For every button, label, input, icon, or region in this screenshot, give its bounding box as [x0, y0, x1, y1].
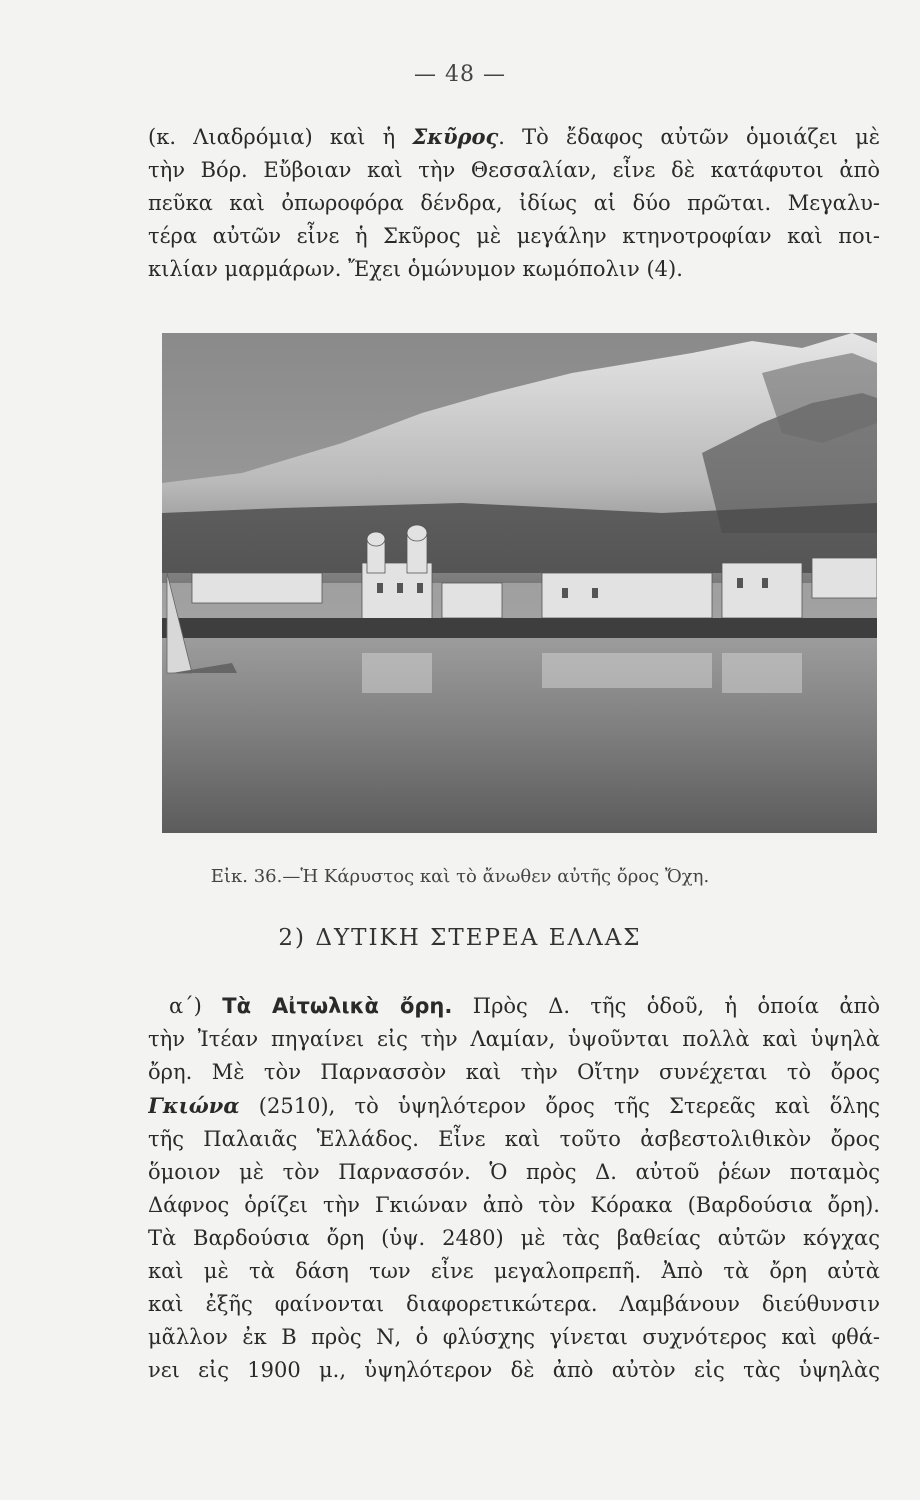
text-line: τέρα αὐτῶν εἶνε ἡ Σκῦρος μὲ μεγάλην κτηνοτροφίαν καὶ ποι-: [148, 224, 880, 248]
text-line: Τὰ Βαρδούσια ὄρη (ὑψ. 2480) μὲ τὰς βαθείας αὐτῶν κόγχας: [148, 1226, 880, 1250]
text-line: α΄) Τὰ Αἰτωλικὰ ὄρη. Πρὸς Δ. τῆς ὁδοῦ, ἡ ὁποία ἀπὸ: [169, 994, 880, 1018]
text-line: Γκιώνα (2510), τὸ ὑψηλότερον ὄρος τῆς Στερεᾶς καὶ ὅλης: [148, 1093, 880, 1118]
figure-caption: Εἰκ. 36.—Ἡ Κάρυστος καὶ τὸ ἄνωθεν αὐτῆς ὄρος Ὄχη.: [210, 866, 710, 887]
emphasis-skyros: Σκῦρος: [412, 124, 499, 149]
paragraph-aetolian-mountains: [148, 990, 880, 1387]
section-heading: 2) ΔΥΤΙΚΗ ΣΤΕΡΕΑ ΕΛΛΑΣ: [278, 925, 642, 951]
text-line: νει εἰς 1900 μ., ὑψηλότερον δὲ ἀπὸ αὐτὸν εἰς τὰς ὑψηλὰς: [148, 1358, 880, 1382]
text-line: ὄρη. Μὲ τὸν Παρνασσὸν καὶ τὴν Οἴτην συνέχεται τὸ ὄρος: [148, 1060, 880, 1084]
subhead-title: Τὰ Αἰτωλικὰ ὄρη.: [222, 994, 453, 1018]
subhead-mark: α΄): [169, 994, 202, 1018]
text-line: καὶ μὲ τὰ δάση των εἶνε μεγαλοπρεπῆ. Ἀπὸ τὰ ὄρη αὐτὰ: [148, 1259, 880, 1283]
text-line: καὶ ἐξῆς φαίνονται διαφορετικώτερα. Λαμβάνουν διεύθυνσιν: [148, 1292, 880, 1316]
text-line: πεῦκα καὶ ὀπωροφόρα δένδρα, ἰδίως αἱ δύο πρῶται. Μεγαλυ-: [148, 191, 880, 215]
text-line: ὅμοιον μὲ τὸν Παρνασσόν. Ὁ πρὸς Δ. αὐτοῦ ῥέων ποταμὸς: [148, 1160, 880, 1184]
text-line: τὴν Βόρ. Εὔβοιαν καὶ τὴν Θεσσαλίαν, εἶνε δὲ κατάφυτοι ἀπὸ: [148, 158, 880, 182]
paragraph-skyros: [148, 120, 880, 286]
landscape-illustration: [162, 333, 877, 833]
photo-karystos-mount-ochi: [162, 333, 877, 833]
text-line: μᾶλλον ἐκ Β πρὸς Ν, ὁ φλύσχης γίνεται συχνότερος καὶ φθά-: [148, 1325, 880, 1349]
text-line: Δάφνος ὁρίζει τὴν Γκιώναν ἀπὸ τὸν Κόρακα (Βαρδούσια ὄρη).: [148, 1193, 880, 1217]
text-line: (κ. Λιαδρόμια) καὶ ἡ Σκῦρος. Τὸ ἔδαφος αὐτῶν ὁμοιάζει μὲ: [148, 124, 880, 149]
text-line: τὴν Ἰτέαν πηγαίνει εἰς τὴν Λαμίαν, ὑψοῦνται πολλὰ καὶ ὑψηλὰ: [148, 1027, 880, 1051]
emphasis-gkiona: Γκιώνα: [148, 1093, 240, 1118]
page-number: — 48 —: [414, 62, 506, 87]
text-line: κιλίαν μαρμάρων. Ἔχει ὁμώνυμον κωμόπολιν (4).: [148, 257, 683, 281]
text-line: τῆς Παλαιᾶς Ἑλλάδος. Εἶνε καὶ τοῦτο ἀσβεστολιθικὸν ὄρος: [148, 1127, 880, 1151]
